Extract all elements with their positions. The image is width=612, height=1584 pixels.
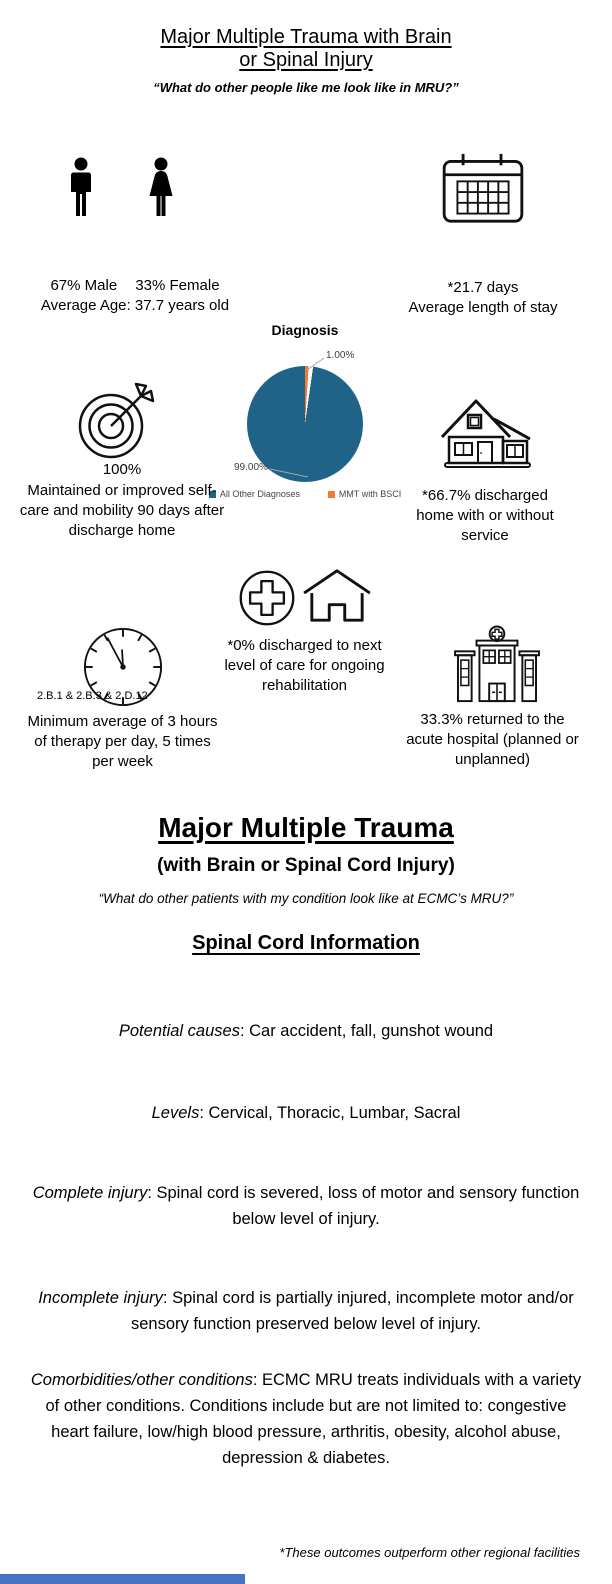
paragraph-incomplete-injury — [26, 1285, 586, 1337]
footer-note: *These outcomes outperform other regional facilities — [279, 1545, 580, 1560]
paragraph-text: : Car accident, fall, gunshot wound — [239, 1022, 494, 1040]
average-age-stat: Average Age: 37.7 years old — [40, 297, 230, 314]
legend-label: MMT with BSCI — [338, 489, 402, 499]
discharged-home-label: *66.7% discharged home with or without service — [416, 487, 554, 544]
paragraph-potential-causes — [26, 1018, 586, 1044]
header-quote: “What do other people like me look like in MRU?” — [153, 80, 459, 95]
section-title-text: Major Multiple Trauma — [158, 812, 454, 843]
medical-cross-icon — [237, 568, 297, 628]
length-of-stay-label: Average length of stay — [408, 299, 558, 316]
section-subtitle: (with Brain or Spinal Cord Injury) — [157, 855, 455, 876]
therapy-reference: 2.B.1 & 2.B.3 & 2.D.12 — [37, 690, 148, 702]
paragraph-label: Levels — [151, 1104, 200, 1122]
calendar-icon — [441, 152, 525, 224]
spinal-cord-heading-text: Spinal Cord Information — [192, 932, 420, 954]
house-icon — [436, 395, 536, 475]
hospital-icon — [450, 625, 544, 705]
section-title — [0, 812, 612, 844]
therapy-label: Minimum average of 3 hours of therapy per day, 5 times per week — [27, 713, 218, 770]
male-icon — [67, 157, 95, 223]
page-title-line1: Major Multiple Trauma with Brain — [160, 26, 452, 48]
paragraph-complete-injury — [26, 1180, 586, 1232]
section-quote: “What do other patients with my condition look like at ECMC’s MRU?” — [98, 891, 514, 906]
self-care-label: Maintained or improved self-care and mobility 90 days after discharge home — [19, 482, 225, 539]
gender-stats — [35, 276, 235, 296]
legend-item — [328, 489, 401, 499]
page-title — [0, 26, 612, 72]
paragraph-label: Complete injury — [32, 1184, 148, 1202]
paragraph-text: : ECMC MRU treats individuals with a variety of other conditions. Conditions include but are not limited to: congestive heart failure, low/high blood pressure, arthritis, obesity, alcohol abuse, depression & diabetes. — [45, 1371, 582, 1467]
returned-hospital-label: 33.3% returned to the acute hospital (planned or unplanned) — [406, 711, 579, 768]
next-level-care-label: *0% discharged to next level of care for ongoing rehabilitation — [224, 637, 385, 694]
paragraph-label: Potential causes — [118, 1022, 240, 1040]
legend-label: All Other Diagnoses — [219, 489, 300, 499]
pie-value-label-big: 99.00% — [234, 462, 268, 473]
chart-legend — [219, 489, 402, 499]
paragraph-text: : Spinal cord is severed, loss of motor and sensory function below level of injury. — [147, 1184, 580, 1228]
paragraph-comorbidities — [26, 1367, 586, 1471]
female-icon — [145, 157, 177, 223]
target-icon — [75, 380, 157, 462]
diagnosis-chart-block — [219, 322, 402, 512]
paragraph-text: : Spinal cord is partially injured, incomplete motor and/or sensory function preserved below level of injury. — [130, 1289, 574, 1333]
paragraph-levels — [26, 1100, 586, 1126]
paragraph-label: Incomplete injury — [38, 1289, 163, 1307]
paragraph-label: Comorbidities/other conditions — [30, 1371, 253, 1389]
legend-swatch — [328, 491, 335, 498]
length-of-stay-value: *21.7 days — [447, 279, 519, 296]
paragraph-text: : Cervical, Thoracic, Lumbar, Sacral — [199, 1104, 461, 1122]
chart-title: Diagnosis — [271, 322, 339, 338]
footer-accent-bar — [0, 1574, 245, 1584]
female-stat: 33% Female — [135, 277, 220, 294]
page-title-line2: or Spinal Injury — [239, 49, 373, 71]
self-care-value: 100% — [102, 461, 142, 478]
pie-value-label-small: 1.00% — [326, 350, 355, 361]
spinal-cord-heading — [0, 932, 612, 955]
home-icon — [300, 566, 374, 626]
male-stat: 67% Male — [50, 277, 118, 294]
